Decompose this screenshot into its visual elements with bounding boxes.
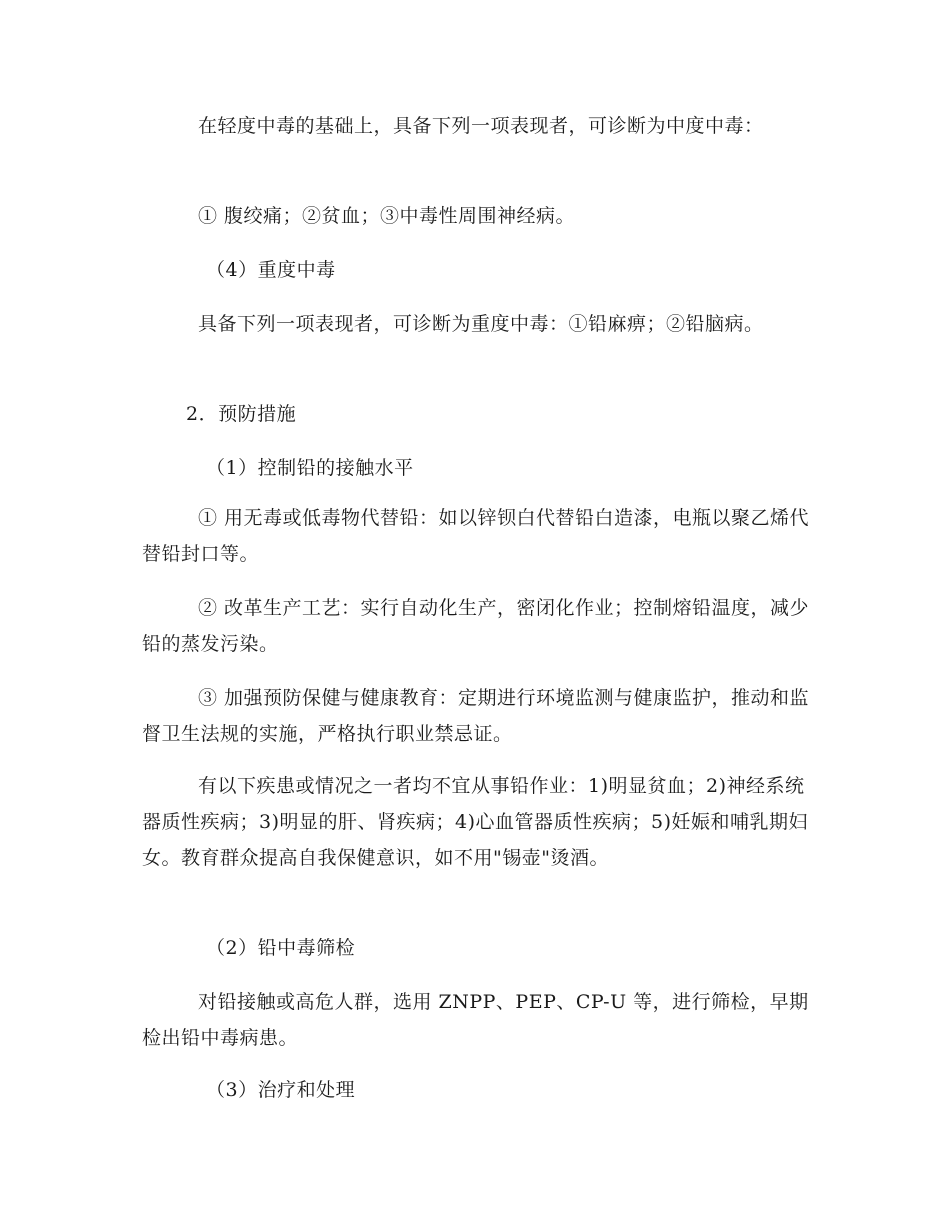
paragraph-process-reform: ② 改革生产工艺：实行自动化生产，密闭化作业；控制熔铅温度，减少铅的蒸发污染。 [142,597,810,655]
paragraph-severe-poisoning: 具备下列一项表现者，可诊断为重度中毒：①铅麻痹；②铅脑病。 [198,313,764,335]
paragraph-substitute-lead: ① 用无毒或低毒物代替铅：如以锌钡白代替铅白造漆，电瓶以聚乙烯代替铅封口等。 [142,507,810,565]
paragraph-moderate-symptoms: ① 腹绞痛；②贫血；③中毒性周围神经病。 [198,205,576,227]
paragraph-moderate-poisoning: 在轻度中毒的基础上，具备下列一项表现者，可诊断为中度中毒： [198,115,764,137]
heading-prevention-measures: 2．预防措施 [186,403,297,425]
paragraph-screening-methods: 对铅接触或高危人群，选用 ZNPP、PEP、CP-U 等，进行筛检，早期检出铅中毒病患。 [142,991,809,1049]
paragraph-health-education: ③ 加强预防保健与健康教育：定期进行环境监测与健康监护，推动和监督卫生法规的实施，严格执行职业禁忌证。 [142,687,810,745]
paragraph-contraindications: 有以下疾患或情况之一者均不宜从事铅作业：1)明显贫血；2)神经系统器质性疾病；3)明显的肝、肾疾病；4)心血管器质性疾病；5)妊娠和哺乳期妇女。教育群众提高自我保健意识，如不用"锡壶"烫酒。 [142,775,809,869]
heading-control-exposure: （1）控制铅的接触水平 [206,457,414,479]
heading-treatment: （3）治疗和处理 [206,1079,356,1101]
heading-lead-screening: （2）铅中毒筛检 [206,937,356,959]
heading-severe-poisoning: （4）重度中毒 [206,259,336,281]
